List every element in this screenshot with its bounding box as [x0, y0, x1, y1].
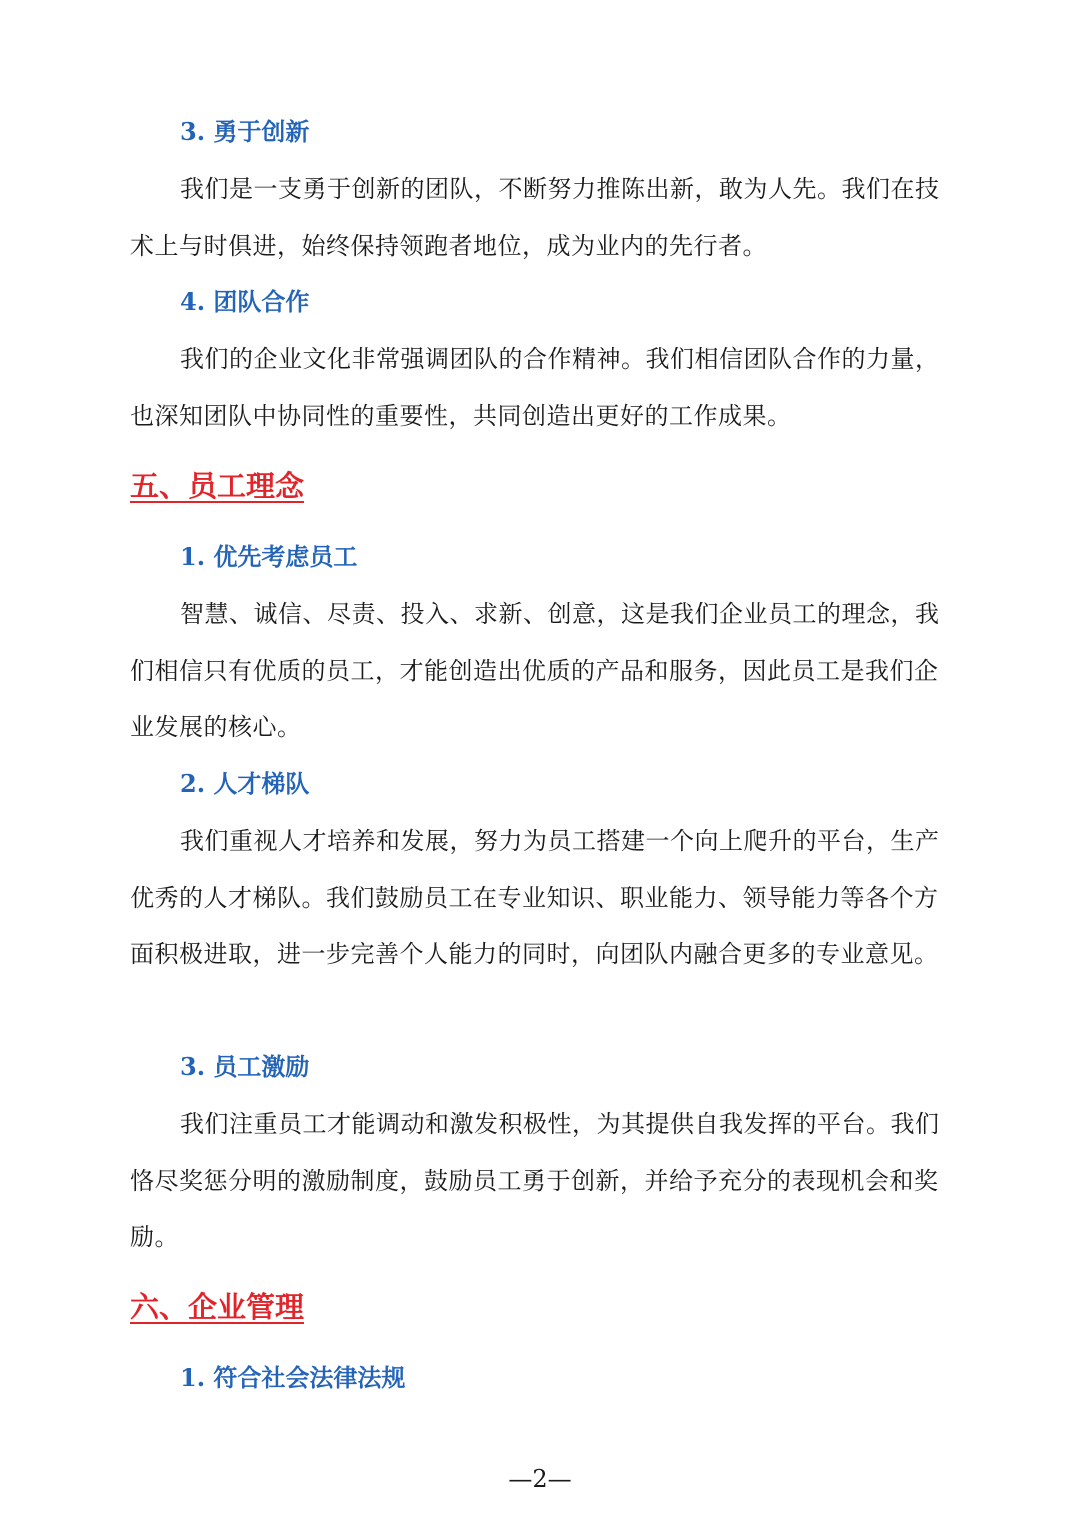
subheading-employee-first: 1. 优先考虑员工 [180, 542, 358, 571]
subheading-innovation: 3. 勇于创新 [180, 117, 310, 146]
subheading-legal-compliance: 1. 符合社会法律法规 [180, 1363, 406, 1392]
subheading-employee-incentive: 3. 员工激励 [180, 1052, 310, 1081]
paragraph-talent-pipeline: 我们重视人才培养和发展，努力为员工搭建一个向上爬升的平台，生产优秀的人才梯队。我们鼓励员工在专业知识、职业能力、领导能力等各个方面积极进取，进一步完善个人能力的同时，向团队内融合更多的专业意见。 [130, 827, 940, 969]
subheading-talent-pipeline: 2. 人才梯队 [180, 769, 310, 798]
page-number: —2— [508, 1465, 572, 1493]
paragraph-employee-first: 智慧、诚信、尽责、投入、求新、创意，这是我们企业员工的理念，我们相信只有优质的员工，才能创造出优质的产品和服务，因此员工是我们企业发展的核心。 [130, 600, 940, 742]
subheading-teamwork: 4. 团队合作 [180, 287, 310, 316]
section-heading-enterprise-management: 六、企业管理 [130, 1290, 305, 1324]
paragraph-teamwork: 我们的企业文化非常强调团队的合作精神。我们相信团队合作的力量，也深知团队中协同性的重要性，共同创造出更好的工作成果。 [130, 345, 940, 430]
paragraph-innovation: 我们是一支勇于创新的团队，不断努力推陈出新，敢为人先。我们在技术上与时俱进，始终保持领跑者地位，成为业内的先行者。 [130, 175, 940, 260]
paragraph-employee-incentive: 我们注重员工才能调动和激发积极性，为其提供自我发挥的平台。我们恪尽奖惩分明的激励制度，鼓励员工勇于创新，并给予充分的表现机会和奖励。 [130, 1110, 940, 1252]
section-heading-employee-philosophy: 五、员工理念 [130, 469, 305, 503]
